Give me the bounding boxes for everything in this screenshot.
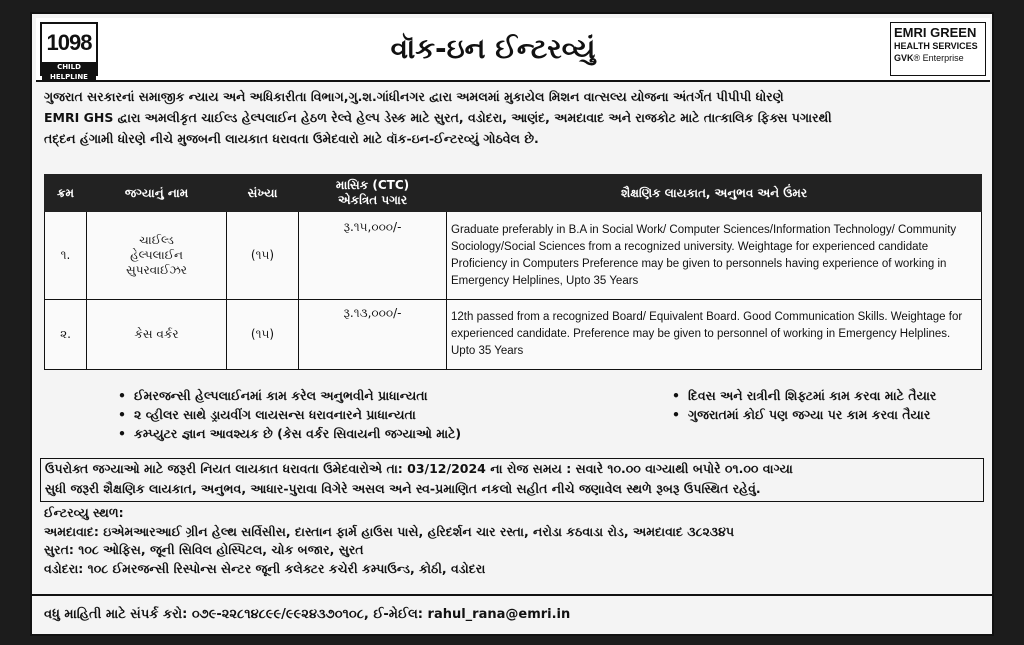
page-title: વૉક-ઇન ઈન્ટરવ્યું [390, 32, 596, 65]
venue-line: અમદાવાદ: ઇએમઆરઆઈ ગ્રીન હેલ્થ સર્વિસીસ, દાસ્તાન ફાર્મ હાઉસ પાસે, હરિદર્શન ચાર રસ્તા, નરોડા કઠવાડા રોડ, અમદાવાદ ૩૮૨૩૪૫ [44, 523, 735, 539]
post-name-line: હેલ્પલાઈન [130, 248, 183, 262]
list-item: • કમ્પ્યુટર જ્ઞાન આવશ્યક છે (કેસ વર્કર સિવાયની જગ્યાઓ માટે) [118, 424, 638, 443]
notice-header [36, 18, 990, 82]
emri-logo-line2: HEALTH SERVICES [894, 41, 978, 51]
recruitment-notice [30, 12, 994, 636]
table-row [45, 212, 982, 300]
salary-header-line1: માસિક (CTC) [335, 178, 410, 192]
table-row [45, 300, 982, 370]
interview-venues [40, 504, 984, 578]
post-name-line: કેસ વર્કર [134, 327, 179, 341]
interview-schedule [40, 458, 984, 502]
col-header-qualification: શૈક્ષણિક લાયકાત, અનુભવ અને ઉંમર [447, 175, 982, 212]
venue-line: વડોદરા: ૧૦૮ ઈમરજન્સી રિસ્પોન્સ સેન્ટર જૂની કલેક્ટર કચેરી કમ્પાઉન્ડ, કોઠી, વડોદરા [44, 560, 486, 576]
contact-info: વધુ માહિતી માટે સંપર્ક કરો: ૦૭૯-૨૨૮૧૪૮૯૯/૯૯૨૪૩૭૦૧૦૮, ઈ-મેઈલ: rahul_rana@emri.in [32, 594, 992, 634]
col-header-post: જગ્યાનું નામ [87, 175, 227, 212]
intro-line: તદ્દન હંગામી ધોરણે નીચે મુજબની લાયકાત ધરાવતા ઉમેદવારો માટે વૉક-ઇન-ઈન્ટરવ્યું ગોઠવેલ છે. [44, 131, 539, 146]
col-header-sr: ક્રમ [45, 175, 87, 212]
col-header-salary [299, 175, 447, 212]
intro-line: EMRI GHS દ્વારા અમલીકૃત ચાઈલ્ડ હેલ્પલાઈન હેઠળ રેલ્વે હેલ્પ ડેસ્ક માટે સુરત, વડોદરા, આણંદ, અમદાવાદ અને રાજકોટ માટે તાત્કાલિક ફિક્સ પગારથી [44, 110, 832, 125]
cell-post [87, 300, 227, 370]
list-item: • ગુજરાતમાં કોઈ પણ જગ્યા પર કામ કરવા તૈયાર [672, 405, 1002, 424]
post-name-line: સુપરવાઈઝર [125, 263, 188, 277]
salary-header-line2: એકત્રિત પગાર [337, 193, 408, 207]
post-name-line: ચાઈલ્ડ [139, 233, 174, 247]
venue-line: સુરત: ૧૦૮ ઓફિસ, જૂની સિવિલ હોસ્પિટલ, ચોક બજાર, સુરત [44, 542, 364, 557]
venue-heading: ઈન્ટરવ્યુ સ્થળ: [44, 505, 124, 520]
emri-logo [890, 22, 986, 76]
list-item: • ઈમરજન્સી હેલ્પલાઈનમાં કામ કરેલ અનુભવીને પ્રાધાન્યતા [118, 386, 638, 405]
intro-paragraph [44, 86, 980, 149]
list-item: • ૨ વ્હીલર સાથે ડ્રાયવીંગ લાયસન્સ ધરાવનારને પ્રાધાન્યતા [118, 405, 638, 424]
col-header-count: સંખ્યા [227, 175, 299, 212]
schedule-line: ઉપરોક્ત જગ્યાઓ માટે જરૂરી નિયત લાયકાત ધરાવતા ઉમેદવારોએ તા: 03/12/2024 ના રોજ સમય : સવારે ૧૦.૦૦ વાગ્યાથી બપોરે ૦૧.૦૦ વાગ્યા [45, 461, 793, 476]
vacancy-table [44, 174, 982, 370]
emri-logo-line3: GVK® Enterprise [894, 53, 964, 63]
preference-list-left [118, 386, 638, 443]
cell-salary: રૂ.૧૫,૦૦૦/- [299, 212, 447, 300]
helpline-number: 1098 [46, 30, 92, 55]
emri-logo-line1: EMRI GREEN [894, 25, 977, 40]
gvk-brand: GVK [894, 53, 914, 63]
cell-salary: રૂ.૧૩,૦૦૦/- [299, 300, 447, 370]
cell-post [87, 212, 227, 300]
child-helpline-logo [40, 22, 98, 81]
cell-sr: ૨. [45, 300, 87, 370]
list-item: • દિવસ અને રાત્રીની શિફ્ટમાં કામ કરવા માટે તૈયાર [672, 386, 1002, 405]
intro-line: ગુજરાત સરકારનાં સમાજીક ન્યાય અને અધિકારીતા વિભાગ,ગુ.શ.ગાંધીનગર દ્વારા અમલમાં મુકાયેલ મિશન વાત્સલ્ય યોજના અંતર્ગત પીપીપી ધોરણે [44, 89, 784, 104]
cell-count: (૧૫) [227, 212, 299, 300]
cell-sr: ૧. [45, 212, 87, 300]
table-header-row [45, 175, 982, 212]
helpline-caption: CHILD HELPLINE [42, 62, 96, 82]
cell-qualification: Graduate preferably in B.A in Social Work/ Computer Sciences/Information Technology/ Community Sociology/Social Sciences from a recognized university. Weightage for experienced candidate Proficiency in Computers Preference may be given to personnels having experience of working in Emergency Helplines, Upto 35 Years [447, 212, 982, 300]
preference-list-right [672, 386, 1002, 424]
cell-qualification: 12th passed from a recognized Board/ Equivalent Board. Good Communication Skills. Weightage for experienced candidate. Preference may be given to personnel of working in Emergency Helplines. Upto 35 Years [447, 300, 982, 370]
schedule-line: સુધી જરૂરી શૈક્ષણિક લાયકાત, અનુભવ, આધાર-પુરાવા વિગેરે અસલ અને સ્વ-પ્રમાણિત નકલો સહીત નીચે જણાવેલ સ્થળે રૂબરૂ ઉપસ્થિત રહેવું. [45, 481, 761, 496]
gvk-suffix: Enterprise [922, 53, 964, 63]
cell-count: (૧૫) [227, 300, 299, 370]
